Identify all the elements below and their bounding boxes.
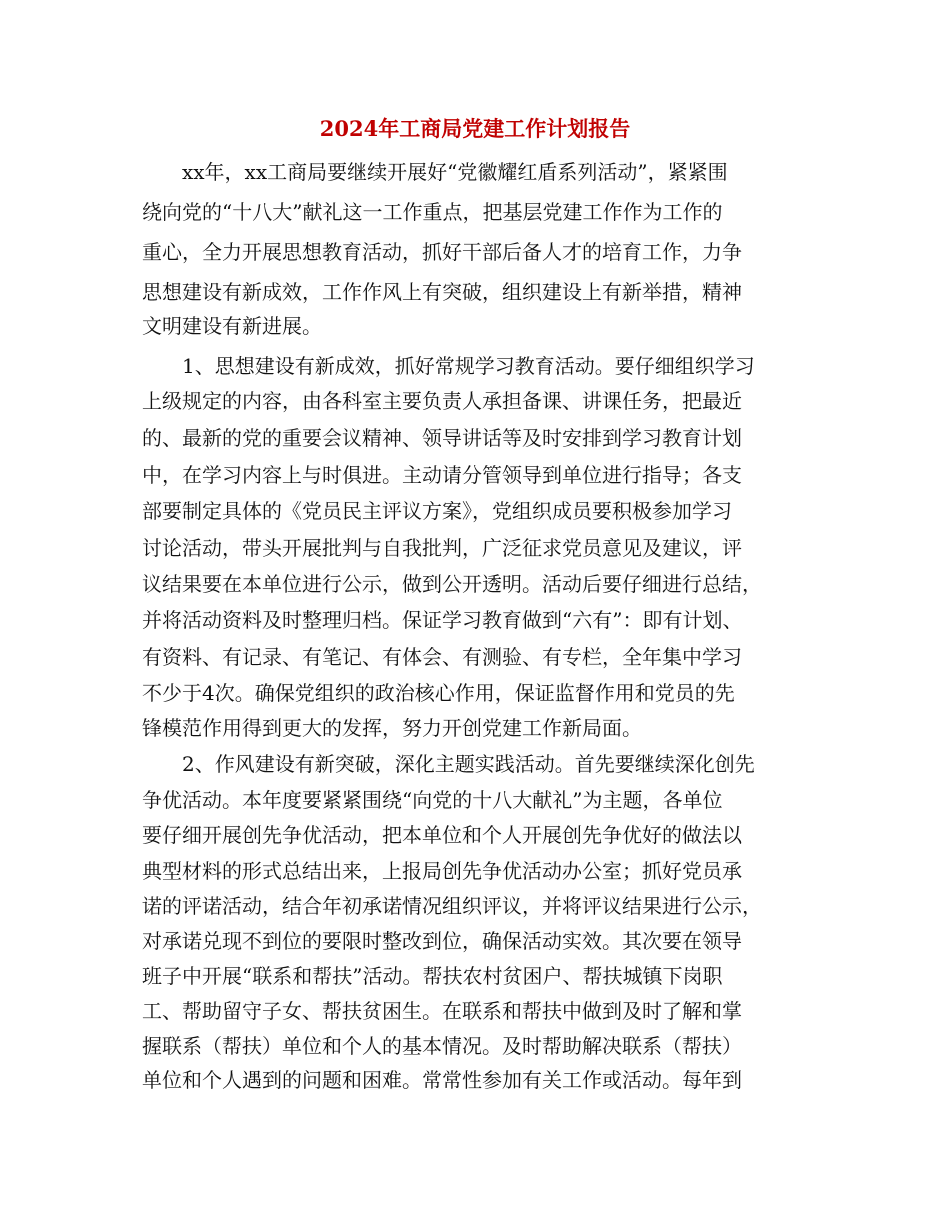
paragraph-3-line — [0, 921, 950, 961]
text-line: 不少于4次。确保党组织的政治核心作用，保证监督作用和党员的先 — [142, 681, 735, 705]
text-line: 重心，全力开展思想教育活动，抓好干部后备人才的培育工作，力争 — [142, 240, 742, 264]
text-line: 上级规定的内容，由各科室主要负责人承担备课、讲课任务，把最近 — [142, 389, 742, 413]
paragraph-3-line — [0, 956, 950, 996]
paragraph-2-line — [0, 346, 950, 386]
paragraph-3-line — [0, 1060, 950, 1100]
text-line: xx年，xx工商局要继续开展好“党徽耀红盾系列活动”，紧紧围 — [182, 160, 728, 184]
paragraph-2-line — [0, 637, 950, 677]
paragraph-3-line — [0, 744, 950, 784]
paragraph-2-line — [0, 673, 950, 713]
text-line: 有资料、有记录、有笔记、有体会、有测验、有专栏，全年集中学习 — [142, 645, 742, 669]
paragraph-2-line — [0, 600, 950, 640]
text-line: 要仔细开展创先争优活动，把本单位和个人开展创先争优好的做法以 — [142, 823, 742, 847]
text-line: 1、思想建设有新成效，抓好常规学习教育活动。要仔细组织学习 — [182, 354, 755, 378]
text-line: 议结果要在本单位进行公示，做到公开透明。活动后要仔细进行总结， — [142, 572, 762, 596]
paragraph-2-line — [0, 381, 950, 421]
paragraph-3-line — [0, 991, 950, 1031]
text-line: 典型材料的形式总结出来，上报局创先争优活动办公室；抓好党员承 — [142, 859, 742, 883]
text-line: 班子中开展“联系和帮扶”活动。帮扶农村贫困户、帮扶城镇下岗职 — [142, 964, 723, 988]
text-line: 争优活动。本年度要紧紧围绕“向党的十八大献礼”为主题，各单位 — [142, 788, 723, 812]
text-line: 握联系（帮扶）单位和个人的基本情况。及时帮助解决联系（帮扶） — [142, 1034, 742, 1058]
paragraph-1-line — [0, 306, 950, 346]
text-line: 的、最新的党的重要会议精神、领导讲话等及时安排到学习教育计划 — [142, 426, 742, 450]
text-line: 并将活动资料及时整理归档。保证学习教育做到“六有”：即有计划、 — [142, 608, 743, 632]
paragraph-3-line — [0, 815, 950, 855]
paragraph-3-line — [0, 886, 950, 926]
paragraph-1-line — [0, 192, 950, 232]
text-line: 诺的评诺活动，结合年初承诺情况组织评议，并将评议结果进行公示， — [142, 894, 762, 918]
paragraph-2-line — [0, 528, 950, 568]
paragraph-3-line — [0, 780, 950, 820]
text-line: 工、帮助留守子女、帮扶贫困生。在联系和帮扶中做到及时了解和掌 — [142, 999, 742, 1023]
document-title: 2024年工商局党建工作计划报告 — [319, 116, 631, 141]
paragraph-2-line — [0, 564, 950, 604]
text-line: 讨论活动，带头开展批判与自我批判，广泛征求党员意见及建议，评 — [142, 536, 742, 560]
text-line: 锋模范作用得到更大的发挥，努力开创党建工作新局面。 — [142, 716, 642, 740]
text-line: 文明建设有新进展。 — [142, 314, 322, 338]
paragraph-2-line — [0, 418, 950, 458]
text-line: 对承诺兑现不到位的要限时整改到位，确保活动实效。其次要在领导 — [142, 929, 742, 953]
paragraph-2-line — [0, 491, 950, 531]
paragraph-2-line — [0, 708, 950, 748]
paragraph-3-line — [0, 851, 950, 891]
text-line: 单位和个人遇到的问题和困难。常常性参加有关工作或活动。每年到 — [142, 1068, 742, 1092]
text-line: 部要制定具体的《党员民主评议方案》，党组织成员要积极参加学习 — [142, 499, 732, 523]
text-line: 中，在学习内容上与时俱进。主动请分管领导到单位进行指导；各支 — [142, 463, 742, 487]
text-line: 思想建设有新成效，工作作风上有突破，组织建设上有新举措，精神 — [142, 280, 742, 304]
paragraph-1-line — [0, 152, 950, 192]
paragraph-1-line — [0, 232, 950, 272]
text-line: 绕向党的“十八大”献礼这一工作重点，把基层党建工作作为工作的 — [142, 200, 723, 224]
text-line: 2、作风建设有新突破，深化主题实践活动。首先要继续深化创先 — [182, 752, 755, 776]
paragraph-2-line — [0, 455, 950, 495]
